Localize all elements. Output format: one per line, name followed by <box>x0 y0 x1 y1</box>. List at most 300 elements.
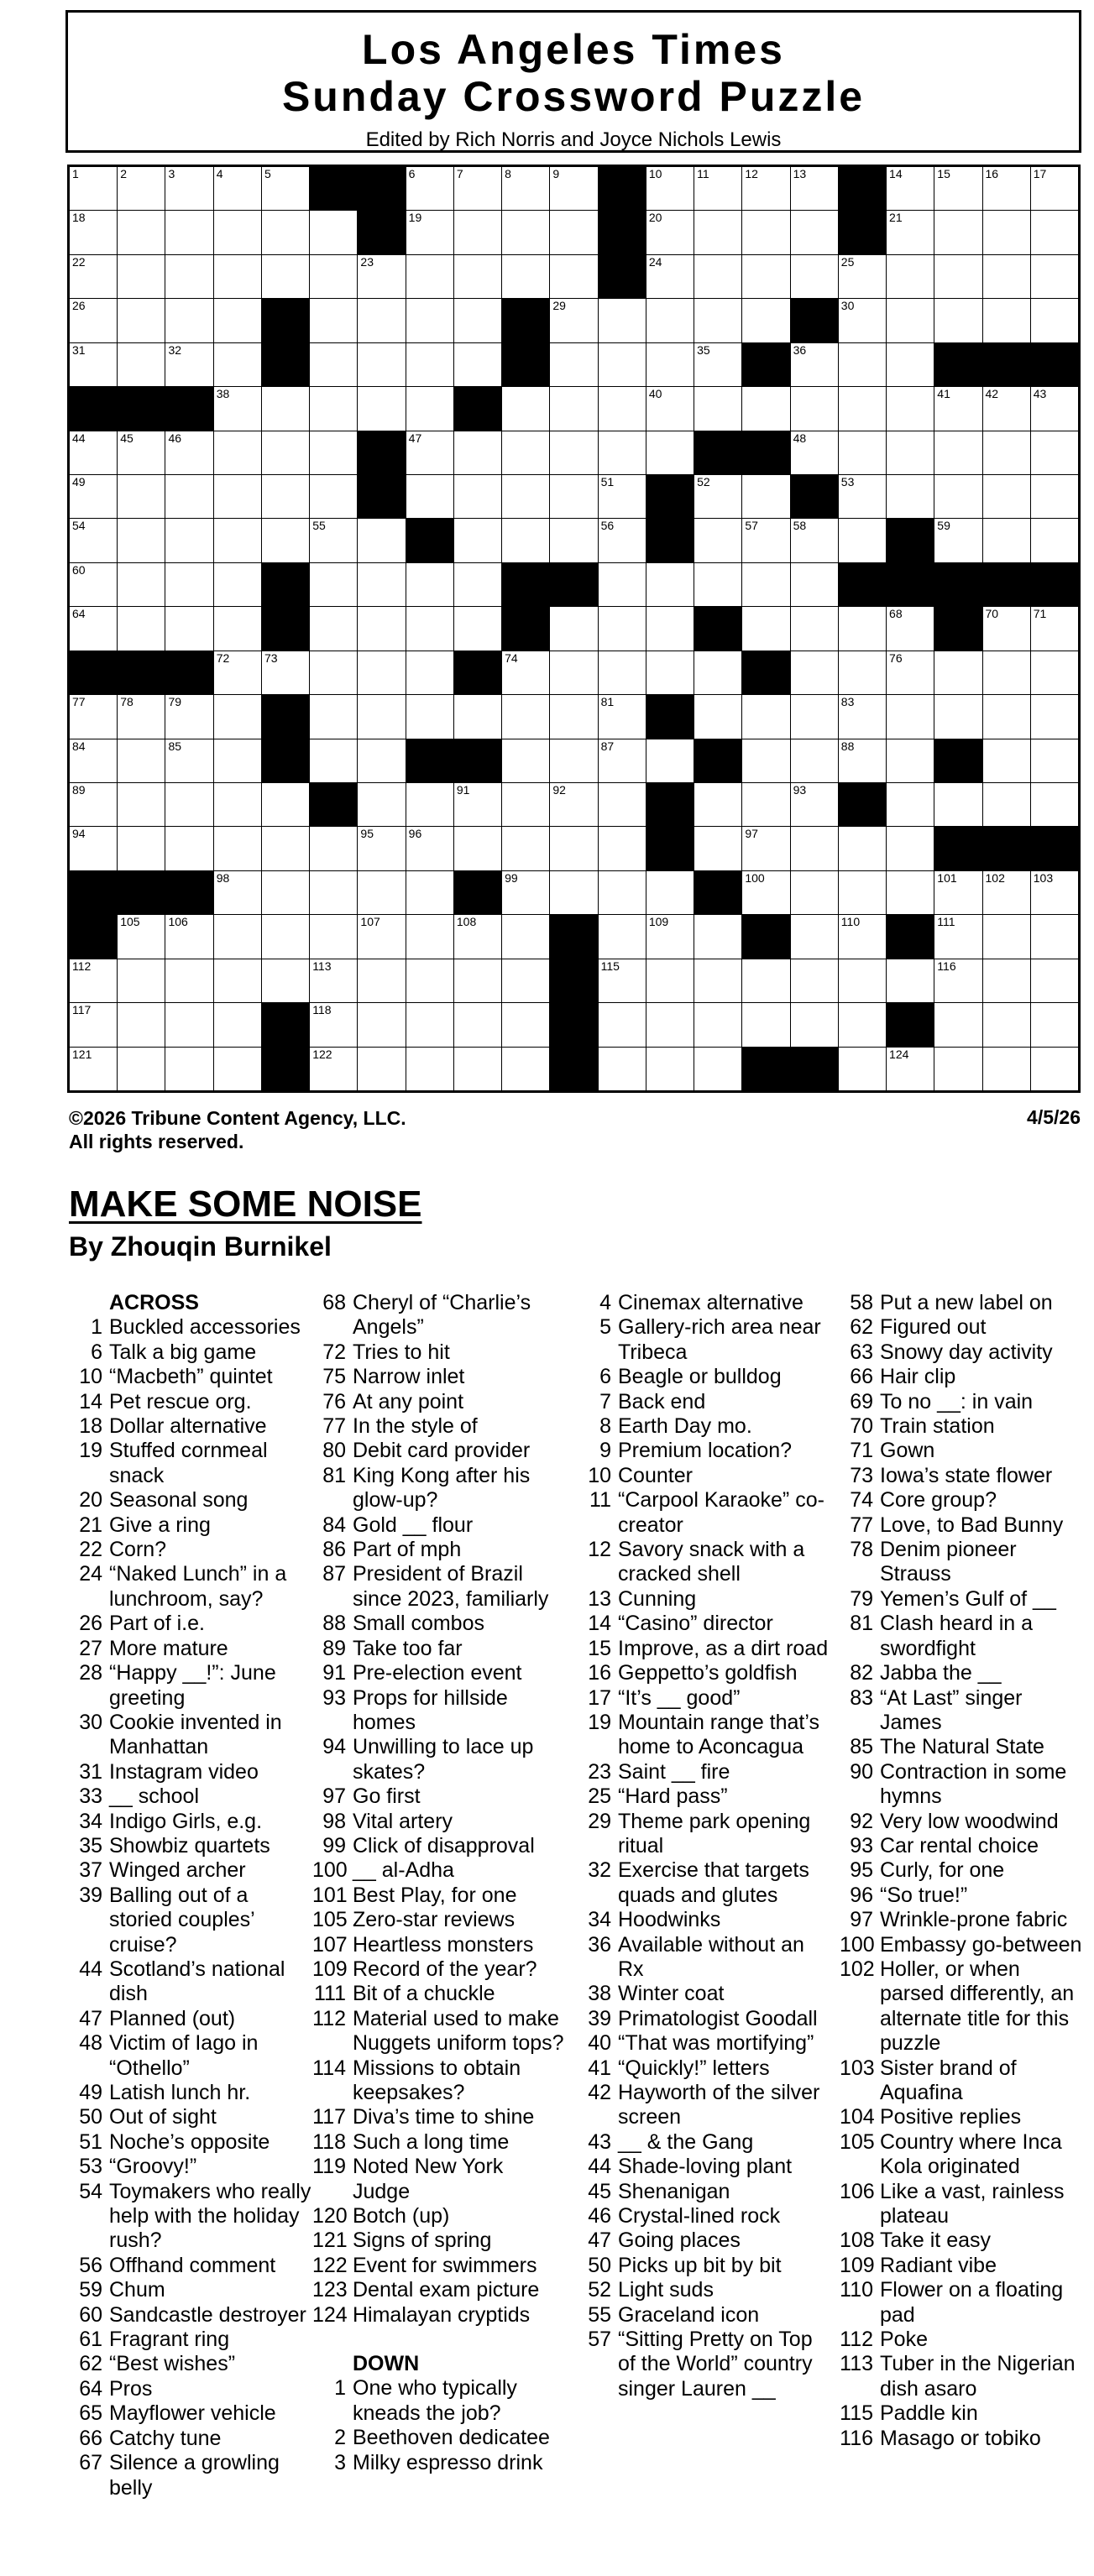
grid-cell[interactable] <box>406 1003 453 1046</box>
grid-cell[interactable] <box>791 915 838 958</box>
grid-cell[interactable] <box>310 651 357 694</box>
grid-cell[interactable] <box>599 695 646 738</box>
grid-cell[interactable] <box>214 167 261 210</box>
grid-cell[interactable] <box>406 167 453 210</box>
grid-cell[interactable] <box>1031 431 1078 474</box>
grid-cell[interactable] <box>550 299 597 342</box>
grid-cell[interactable] <box>791 1003 838 1046</box>
grid-cell[interactable] <box>214 343 261 386</box>
grid-cell[interactable] <box>214 739 261 782</box>
grid-cell[interactable] <box>214 827 261 870</box>
grid-cell[interactable] <box>214 387 261 430</box>
grid-cell[interactable] <box>358 255 405 298</box>
grid-cell[interactable] <box>358 959 405 1002</box>
grid-cell[interactable] <box>839 475 886 518</box>
grid-cell[interactable] <box>214 299 261 342</box>
grid-cell[interactable] <box>1031 607 1078 650</box>
grid-cell[interactable] <box>454 475 501 518</box>
grid-cell[interactable] <box>887 431 934 474</box>
grid-cell[interactable] <box>358 915 405 958</box>
grid-cell[interactable] <box>502 783 549 826</box>
grid-cell[interactable] <box>118 519 165 562</box>
grid-cell[interactable] <box>70 695 117 738</box>
grid-cell[interactable] <box>694 255 741 298</box>
grid-cell[interactable] <box>646 343 694 386</box>
grid-cell[interactable] <box>262 475 309 518</box>
grid-cell[interactable] <box>791 827 838 870</box>
grid-cell[interactable] <box>310 871 357 914</box>
grid-cell[interactable] <box>310 431 357 474</box>
grid-cell[interactable] <box>214 915 261 958</box>
grid-cell[interactable] <box>839 1048 886 1090</box>
grid-cell[interactable] <box>550 255 597 298</box>
grid-cell[interactable] <box>358 695 405 738</box>
grid-cell[interactable] <box>358 783 405 826</box>
grid-cell[interactable] <box>214 211 261 253</box>
grid-cell[interactable] <box>646 1048 694 1090</box>
grid-cell[interactable] <box>646 299 694 342</box>
grid-cell[interactable] <box>550 871 597 914</box>
grid-cell[interactable] <box>502 739 549 782</box>
grid-cell[interactable] <box>262 871 309 914</box>
grid-cell[interactable] <box>550 651 597 694</box>
grid-cell[interactable] <box>454 255 501 298</box>
grid-cell[interactable] <box>165 563 212 606</box>
grid-cell[interactable] <box>599 827 646 870</box>
grid-cell[interactable] <box>934 211 981 253</box>
grid-cell[interactable] <box>1031 651 1078 694</box>
grid-cell[interactable] <box>646 915 694 958</box>
grid-cell[interactable] <box>550 431 597 474</box>
grid-cell[interactable] <box>983 695 1030 738</box>
grid-cell[interactable] <box>742 211 789 253</box>
grid-cell[interactable] <box>310 519 357 562</box>
grid-cell[interactable] <box>502 827 549 870</box>
grid-cell[interactable] <box>214 563 261 606</box>
grid-cell[interactable] <box>1031 1003 1078 1046</box>
grid-cell[interactable] <box>502 167 549 210</box>
grid-cell[interactable] <box>934 651 981 694</box>
grid-cell[interactable] <box>694 1003 741 1046</box>
grid-cell[interactable] <box>839 387 886 430</box>
grid-cell[interactable] <box>887 651 934 694</box>
grid-cell[interactable] <box>310 343 357 386</box>
grid-cell[interactable] <box>70 563 117 606</box>
grid-cell[interactable] <box>262 915 309 958</box>
grid-cell[interactable] <box>406 695 453 738</box>
grid-cell[interactable] <box>791 519 838 562</box>
grid-cell[interactable] <box>1031 871 1078 914</box>
grid-cell[interactable] <box>646 651 694 694</box>
grid-cell[interactable] <box>1031 387 1078 430</box>
grid-cell[interactable] <box>839 739 886 782</box>
grid-cell[interactable] <box>310 1048 357 1090</box>
grid-cell[interactable] <box>791 695 838 738</box>
grid-cell[interactable] <box>887 211 934 253</box>
grid-cell[interactable] <box>454 827 501 870</box>
grid-cell[interactable] <box>599 1003 646 1046</box>
grid-cell[interactable] <box>165 255 212 298</box>
grid-cell[interactable] <box>214 607 261 650</box>
grid-cell[interactable] <box>118 695 165 738</box>
grid-cell[interactable] <box>1031 695 1078 738</box>
grid-cell[interactable] <box>1031 255 1078 298</box>
grid-cell[interactable] <box>118 299 165 342</box>
grid-cell[interactable] <box>165 827 212 870</box>
grid-cell[interactable] <box>262 827 309 870</box>
grid-cell[interactable] <box>358 1048 405 1090</box>
grid-cell[interactable] <box>406 915 453 958</box>
grid-cell[interactable] <box>310 387 357 430</box>
grid-cell[interactable] <box>839 915 886 958</box>
grid-cell[interactable] <box>550 343 597 386</box>
grid-cell[interactable] <box>599 871 646 914</box>
grid-cell[interactable] <box>887 299 934 342</box>
grid-cell[interactable] <box>1031 1048 1078 1090</box>
grid-cell[interactable] <box>1031 783 1078 826</box>
grid-cell[interactable] <box>934 1003 981 1046</box>
grid-cell[interactable] <box>118 343 165 386</box>
grid-cell[interactable] <box>454 607 501 650</box>
grid-cell[interactable] <box>502 211 549 253</box>
grid-cell[interactable] <box>165 431 212 474</box>
grid-cell[interactable] <box>165 739 212 782</box>
grid-cell[interactable] <box>550 387 597 430</box>
grid-cell[interactable] <box>70 519 117 562</box>
grid-cell[interactable] <box>406 299 453 342</box>
grid-cell[interactable] <box>118 563 165 606</box>
grid-cell[interactable] <box>1031 959 1078 1002</box>
grid-cell[interactable] <box>839 695 886 738</box>
grid-cell[interactable] <box>550 167 597 210</box>
grid-cell[interactable] <box>262 959 309 1002</box>
grid-cell[interactable] <box>599 651 646 694</box>
grid-cell[interactable] <box>599 431 646 474</box>
grid-cell[interactable] <box>406 959 453 1002</box>
grid-cell[interactable] <box>934 959 981 1002</box>
grid-cell[interactable] <box>358 343 405 386</box>
grid-cell[interactable] <box>646 607 694 650</box>
grid-cell[interactable] <box>694 387 741 430</box>
grid-cell[interactable] <box>983 167 1030 210</box>
grid-cell[interactable] <box>70 783 117 826</box>
grid-cell[interactable] <box>934 1048 981 1090</box>
grid-cell[interactable] <box>694 343 741 386</box>
grid-cell[interactable] <box>934 915 981 958</box>
grid-cell[interactable] <box>358 827 405 870</box>
grid-cell[interactable] <box>887 343 934 386</box>
grid-cell[interactable] <box>214 431 261 474</box>
grid-cell[interactable] <box>118 739 165 782</box>
grid-cell[interactable] <box>694 167 741 210</box>
grid-cell[interactable] <box>310 211 357 253</box>
grid-cell[interactable] <box>1031 475 1078 518</box>
grid-cell[interactable] <box>118 959 165 1002</box>
grid-cell[interactable] <box>742 1003 789 1046</box>
grid-cell[interactable] <box>118 255 165 298</box>
grid-cell[interactable] <box>214 959 261 1002</box>
grid-cell[interactable] <box>214 651 261 694</box>
grid-cell[interactable] <box>454 783 501 826</box>
grid-cell[interactable] <box>599 1048 646 1090</box>
grid-cell[interactable] <box>599 475 646 518</box>
grid-cell[interactable] <box>983 431 1030 474</box>
grid-cell[interactable] <box>791 431 838 474</box>
grid-cell[interactable] <box>310 255 357 298</box>
grid-cell[interactable] <box>839 607 886 650</box>
grid-cell[interactable] <box>502 519 549 562</box>
grid-cell[interactable] <box>694 475 741 518</box>
grid-cell[interactable] <box>694 783 741 826</box>
grid-cell[interactable] <box>502 387 549 430</box>
grid-cell[interactable] <box>599 519 646 562</box>
grid-cell[interactable] <box>983 255 1030 298</box>
grid-cell[interactable] <box>165 959 212 1002</box>
grid-cell[interactable] <box>887 607 934 650</box>
grid-cell[interactable] <box>599 343 646 386</box>
grid-cell[interactable] <box>934 695 981 738</box>
grid-cell[interactable] <box>887 695 934 738</box>
grid-cell[interactable] <box>887 255 934 298</box>
grid-cell[interactable] <box>983 387 1030 430</box>
grid-cell[interactable] <box>406 343 453 386</box>
grid-cell[interactable] <box>934 255 981 298</box>
grid-cell[interactable] <box>406 431 453 474</box>
grid-cell[interactable] <box>214 519 261 562</box>
grid-cell[interactable] <box>839 651 886 694</box>
grid-cell[interactable] <box>646 167 694 210</box>
grid-cell[interactable] <box>70 475 117 518</box>
grid-cell[interactable] <box>165 915 212 958</box>
grid-cell[interactable] <box>406 255 453 298</box>
grid-cell[interactable] <box>646 431 694 474</box>
grid-cell[interactable] <box>887 475 934 518</box>
grid-cell[interactable] <box>694 1048 741 1090</box>
grid-cell[interactable] <box>983 211 1030 253</box>
grid-cell[interactable] <box>983 1048 1030 1090</box>
grid-cell[interactable] <box>839 827 886 870</box>
grid-cell[interactable] <box>599 739 646 782</box>
grid-cell[interactable] <box>118 607 165 650</box>
grid-cell[interactable] <box>70 739 117 782</box>
grid-cell[interactable] <box>934 519 981 562</box>
grid-cell[interactable] <box>406 475 453 518</box>
grid-cell[interactable] <box>983 871 1030 914</box>
grid-cell[interactable] <box>791 871 838 914</box>
grid-cell[interactable] <box>502 1048 549 1090</box>
grid-cell[interactable] <box>165 167 212 210</box>
grid-cell[interactable] <box>165 1048 212 1090</box>
grid-cell[interactable] <box>118 431 165 474</box>
grid-cell[interactable] <box>646 387 694 430</box>
grid-cell[interactable] <box>118 1048 165 1090</box>
grid-cell[interactable] <box>646 255 694 298</box>
grid-cell[interactable] <box>165 343 212 386</box>
grid-cell[interactable] <box>165 1003 212 1046</box>
grid-cell[interactable] <box>934 167 981 210</box>
grid-cell[interactable] <box>791 739 838 782</box>
grid-cell[interactable] <box>214 783 261 826</box>
grid-cell[interactable] <box>550 827 597 870</box>
grid-cell[interactable] <box>310 563 357 606</box>
grid-cell[interactable] <box>694 519 741 562</box>
grid-cell[interactable] <box>742 871 789 914</box>
grid-cell[interactable] <box>310 827 357 870</box>
grid-cell[interactable] <box>454 915 501 958</box>
grid-cell[interactable] <box>310 1003 357 1046</box>
grid-cell[interactable] <box>70 211 117 253</box>
grid-cell[interactable] <box>887 783 934 826</box>
grid-cell[interactable] <box>118 783 165 826</box>
grid-cell[interactable] <box>646 739 694 782</box>
grid-cell[interactable] <box>118 915 165 958</box>
grid-cell[interactable] <box>646 959 694 1002</box>
grid-cell[interactable] <box>70 827 117 870</box>
grid-cell[interactable] <box>165 299 212 342</box>
grid-cell[interactable] <box>214 1003 261 1046</box>
grid-cell[interactable] <box>358 651 405 694</box>
grid-cell[interactable] <box>454 167 501 210</box>
grid-cell[interactable] <box>70 431 117 474</box>
grid-cell[interactable] <box>262 651 309 694</box>
grid-cell[interactable] <box>358 607 405 650</box>
grid-cell[interactable] <box>214 695 261 738</box>
grid-cell[interactable] <box>887 827 934 870</box>
grid-cell[interactable] <box>791 607 838 650</box>
grid-cell[interactable] <box>791 167 838 210</box>
grid-cell[interactable] <box>165 211 212 253</box>
grid-cell[interactable] <box>646 563 694 606</box>
grid-cell[interactable] <box>1031 519 1078 562</box>
grid-cell[interactable] <box>742 475 789 518</box>
grid-cell[interactable] <box>983 739 1030 782</box>
grid-cell[interactable] <box>406 1048 453 1090</box>
grid-cell[interactable] <box>310 475 357 518</box>
grid-cell[interactable] <box>1031 167 1078 210</box>
grid-cell[interactable] <box>454 211 501 253</box>
grid-cell[interactable] <box>791 343 838 386</box>
grid-cell[interactable] <box>406 387 453 430</box>
grid-cell[interactable] <box>70 167 117 210</box>
grid-cell[interactable] <box>70 959 117 1002</box>
grid-cell[interactable] <box>791 563 838 606</box>
grid-cell[interactable] <box>983 915 1030 958</box>
grid-cell[interactable] <box>118 1003 165 1046</box>
grid-cell[interactable] <box>502 255 549 298</box>
grid-cell[interactable] <box>406 607 453 650</box>
grid-cell[interactable] <box>742 167 789 210</box>
grid-cell[interactable] <box>839 431 886 474</box>
grid-cell[interactable] <box>1031 211 1078 253</box>
grid-cell[interactable] <box>742 739 789 782</box>
grid-cell[interactable] <box>742 783 789 826</box>
grid-cell[interactable] <box>406 783 453 826</box>
grid-cell[interactable] <box>550 607 597 650</box>
grid-cell[interactable] <box>262 431 309 474</box>
grid-cell[interactable] <box>694 827 741 870</box>
grid-cell[interactable] <box>646 871 694 914</box>
grid-cell[interactable] <box>550 519 597 562</box>
grid-cell[interactable] <box>742 299 789 342</box>
grid-cell[interactable] <box>502 959 549 1002</box>
grid-cell[interactable] <box>118 167 165 210</box>
grid-cell[interactable] <box>887 959 934 1002</box>
grid-cell[interactable] <box>694 299 741 342</box>
grid-cell[interactable] <box>262 387 309 430</box>
grid-cell[interactable] <box>118 475 165 518</box>
grid-cell[interactable] <box>983 783 1030 826</box>
grid-cell[interactable] <box>599 387 646 430</box>
grid-cell[interactable] <box>646 211 694 253</box>
grid-cell[interactable] <box>214 1048 261 1090</box>
grid-cell[interactable] <box>791 211 838 253</box>
grid-cell[interactable] <box>694 915 741 958</box>
grid-cell[interactable] <box>887 1048 934 1090</box>
grid-cell[interactable] <box>934 871 981 914</box>
grid-cell[interactable] <box>358 739 405 782</box>
grid-cell[interactable] <box>887 387 934 430</box>
grid-cell[interactable] <box>791 959 838 1002</box>
grid-cell[interactable] <box>454 1048 501 1090</box>
grid-cell[interactable] <box>454 563 501 606</box>
grid-cell[interactable] <box>934 431 981 474</box>
grid-cell[interactable] <box>791 387 838 430</box>
grid-cell[interactable] <box>742 519 789 562</box>
grid-cell[interactable] <box>358 387 405 430</box>
grid-cell[interactable] <box>165 695 212 738</box>
grid-cell[interactable] <box>70 607 117 650</box>
grid-cell[interactable] <box>646 1003 694 1046</box>
grid-cell[interactable] <box>887 739 934 782</box>
grid-cell[interactable] <box>165 475 212 518</box>
grid-cell[interactable] <box>262 211 309 253</box>
grid-cell[interactable] <box>550 739 597 782</box>
grid-cell[interactable] <box>358 299 405 342</box>
grid-cell[interactable] <box>70 299 117 342</box>
grid-cell[interactable] <box>118 211 165 253</box>
grid-cell[interactable] <box>694 211 741 253</box>
grid-cell[interactable] <box>454 519 501 562</box>
grid-cell[interactable] <box>599 299 646 342</box>
grid-cell[interactable] <box>454 343 501 386</box>
grid-cell[interactable] <box>839 343 886 386</box>
grid-cell[interactable] <box>502 651 549 694</box>
grid-cell[interactable] <box>406 827 453 870</box>
grid-cell[interactable] <box>262 783 309 826</box>
grid-cell[interactable] <box>310 299 357 342</box>
grid-cell[interactable] <box>454 959 501 1002</box>
grid-cell[interactable] <box>742 387 789 430</box>
grid-cell[interactable] <box>887 167 934 210</box>
grid-cell[interactable] <box>934 299 981 342</box>
grid-cell[interactable] <box>839 871 886 914</box>
grid-cell[interactable] <box>358 871 405 914</box>
grid-cell[interactable] <box>742 607 789 650</box>
grid-cell[interactable] <box>70 1048 117 1090</box>
grid-cell[interactable] <box>694 563 741 606</box>
grid-cell[interactable] <box>502 475 549 518</box>
grid-cell[interactable] <box>983 475 1030 518</box>
grid-cell[interactable] <box>983 959 1030 1002</box>
grid-cell[interactable] <box>358 563 405 606</box>
grid-cell[interactable] <box>214 475 261 518</box>
grid-cell[interactable] <box>839 959 886 1002</box>
grid-cell[interactable] <box>358 519 405 562</box>
grid-cell[interactable] <box>165 519 212 562</box>
grid-cell[interactable] <box>599 783 646 826</box>
grid-cell[interactable] <box>934 475 981 518</box>
grid-cell[interactable] <box>310 607 357 650</box>
